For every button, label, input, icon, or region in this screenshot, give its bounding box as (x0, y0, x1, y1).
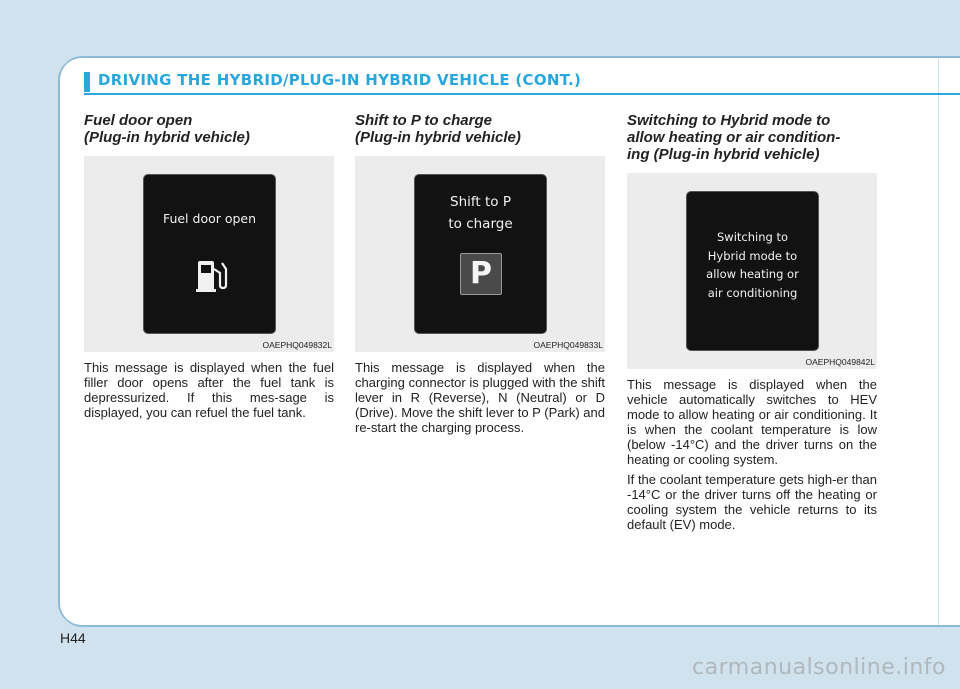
section-heading: Fuel door open (Plug-in hybrid vehicle) (84, 112, 250, 146)
watermark: carmanualsonline.info (692, 655, 946, 680)
section-header-rule (84, 93, 960, 95)
section-header-title: DRIVING THE HYBRID/PLUG-IN HYBRID VEHICLE (CONT.) (98, 71, 582, 89)
display-message: Switching to Hybrid mode to allow heating or air conditioning (706, 230, 799, 300)
right-margin-rule (938, 58, 939, 625)
body-paragraph: This message is displayed when the vehicle automatically switches to HEV mode to allow heating or air conditioning. It is when the coolant temperature is low (below -14°C) and the driver turns on the heating or cooling system. (627, 377, 877, 467)
section-heading: Switching to Hybrid mode to allow heating or air condition- ing (Plug-in hybrid vehicle) (627, 112, 841, 163)
display-message: Fuel door open (162, 211, 257, 226)
section-header-accent-bar (84, 72, 90, 92)
section-shift-to-p (355, 112, 605, 435)
fuel-pump-icon (194, 255, 230, 295)
figure-fuel-door-open (84, 156, 334, 352)
section-heading: Shift to P to charge (Plug-in hybrid vehicle) (355, 112, 521, 146)
cluster-display (415, 175, 546, 333)
park-gear-icon: P (460, 253, 502, 295)
figure-code: OAEPHQ049833L (533, 340, 603, 350)
body-paragraph: This message is displayed when the fuel filler door opens after the fuel tank is depressurized. If this mes-sage is displayed, you can refuel the fuel tank. (84, 360, 334, 420)
body-paragraph: This message is displayed when the charging connector is plugged with the shift lever in R (Reverse), N (Neutral) or D (Drive). Move the shift lever to P (Park) and re-start the charging process. (355, 360, 605, 435)
section-fuel-door-open (84, 112, 334, 420)
cluster-display (687, 192, 818, 350)
body-paragraph: If the coolant temperature gets high-er than -14°C or the driver turns off the heating or cooling system the vehicle returns to its default (EV) mode. (627, 472, 877, 532)
figure-shift-to-p (355, 156, 605, 352)
section-switching-to-hybrid (627, 112, 877, 532)
cluster-display (144, 175, 275, 333)
figure-switching-to-hybrid (627, 173, 877, 369)
figure-code: OAEPHQ049842L (805, 357, 875, 367)
display-message: Shift to P to charge (448, 194, 513, 232)
page-number: H44 (60, 630, 86, 646)
figure-code: OAEPHQ049832L (262, 340, 332, 350)
